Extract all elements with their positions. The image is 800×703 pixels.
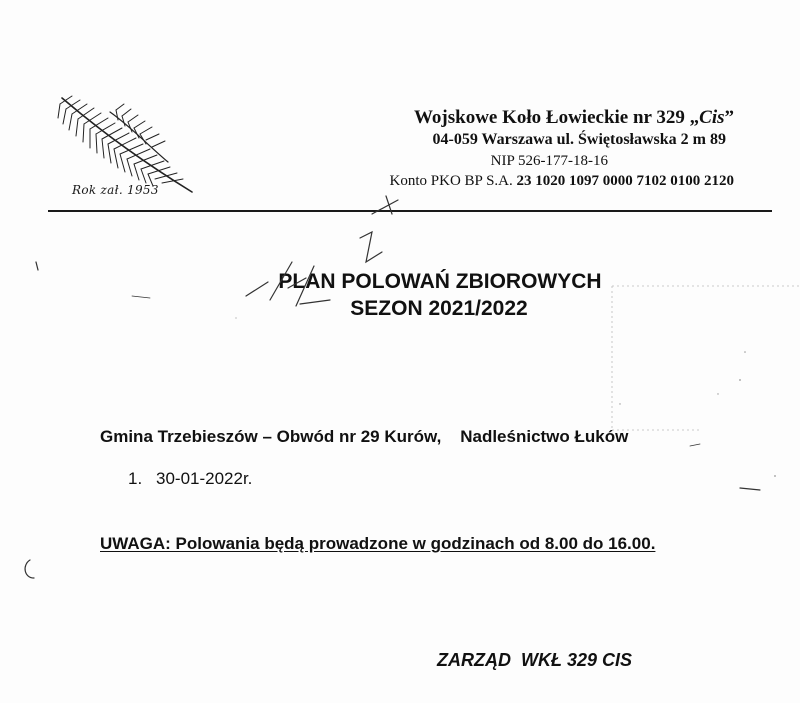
list-item-number: 1.	[128, 469, 143, 488]
plan-title-line: PLAN POLOWAŃ ZBIOROWYCH	[278, 270, 602, 293]
organization-nip: NIP 526-177-18-16	[490, 153, 608, 169]
board-signature: ZARZĄD WKŁ 329 CIS	[437, 650, 633, 670]
organization-name-text: Wojskowe Koło Łowieckie nr 329 „	[413, 107, 700, 128]
founding-year-caption: Rok zał. 1953	[72, 183, 159, 197]
list-item	[128, 469, 252, 489]
bank-account-number: 23 1020 1097 0000 7102 0100 2120	[516, 173, 734, 189]
season-title-line: SEZON 2021/2022	[350, 297, 528, 320]
header-divider	[48, 210, 772, 212]
organization-header	[390, 106, 734, 191]
district-line: Gmina Trzebieszów – Obwód nr 29 Kurów, Nadleśnictwo Łuków	[100, 427, 629, 446]
organization-name-italic: Cis	[699, 107, 725, 128]
hunt-date: 30-01-2022r.	[156, 469, 253, 488]
bank-account	[390, 171, 734, 191]
bank-account-label: Konto PKO BP S.A.	[389, 173, 513, 189]
organization-address: 04-059 Warszawa ul. Świętosławska 2 m 89	[432, 131, 726, 148]
organization-name-quote: ”	[724, 107, 734, 128]
hunt-dates-list	[128, 469, 252, 489]
organization-name	[390, 106, 734, 129]
plan-title	[0, 268, 800, 322]
hours-notice: UWAGA: Polowania będą prowadzone w godzinach od 8.00 do 16.00.	[100, 534, 656, 553]
